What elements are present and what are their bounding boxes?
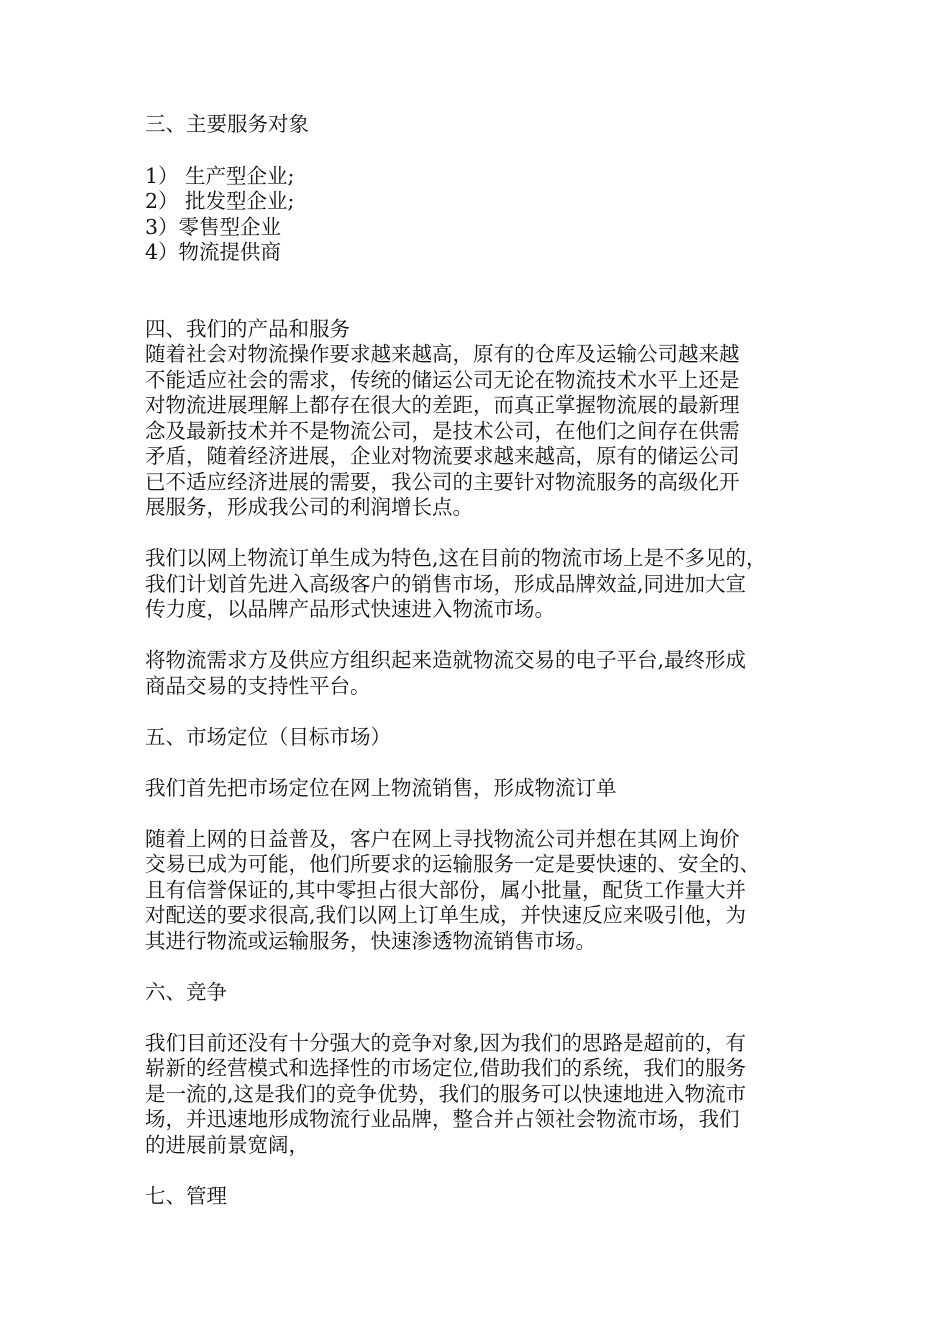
section5-paragraph-2 bbox=[145, 827, 815, 955]
paragraph-line: 传力度，以品牌产品形式快速进入物流市场。 bbox=[145, 597, 555, 621]
paragraph-line: 我们计划首先进入高级客户的销售市场，形成品牌效益,同进加大宣 bbox=[145, 571, 747, 596]
section7-heading: 七、管理 bbox=[145, 1183, 227, 1208]
paragraph-line: 对物流进展理解上都存在很大的差距，而真正掌握物流展的最新理 bbox=[145, 393, 740, 417]
paragraph-line: 的进展前景宽阔， bbox=[145, 1132, 309, 1157]
paragraph-line: 展服务，形成我公司的利润增长点。 bbox=[145, 495, 473, 519]
service-target-list bbox=[145, 164, 815, 266]
list-item: 1） 生产型企业; bbox=[145, 163, 295, 188]
paragraph-line: 随着上网的日益普及，客户在网上寻找物流公司并想在其网上询价 bbox=[145, 826, 740, 851]
paragraph-line: 商品交易的支持性平台。 bbox=[145, 673, 371, 698]
section4-paragraph-1 bbox=[145, 342, 815, 521]
list-item: 4）物流提供商 bbox=[145, 240, 282, 264]
paragraph-line: 是一流的,这是我们的竞争优势，我们的服务可以快速地进入物流市 bbox=[145, 1081, 747, 1106]
paragraph-line: 场，并迅速地形成物流行业品牌，整合并占领社会物流市场，我们 bbox=[145, 1107, 740, 1131]
paragraph-line: 我们以网上物流订单生成为特色,这在目前的物流市场上是不多见的， bbox=[145, 546, 767, 570]
document-page bbox=[145, 112, 815, 1209]
section4-heading: 四、我们的产品和服务 bbox=[145, 316, 350, 341]
section4-paragraph-3 bbox=[145, 648, 815, 699]
paragraph-line: 不能适应社会的需求，传统的储运公司无论在物流技术水平上还是 bbox=[145, 367, 740, 392]
paragraph-line: 我们目前还没有十分强大的竞争对象,因为我们的思路是超前的，有 bbox=[145, 1030, 747, 1055]
section5-heading: 五、市场定位（目标市场） bbox=[145, 724, 391, 749]
paragraph-line: 我们首先把市场定位在网上物流销售，形成物流订单 bbox=[145, 775, 617, 800]
section6-heading: 六、竞争 bbox=[145, 979, 227, 1004]
section3-heading: 三、主要服务对象 bbox=[145, 112, 309, 136]
paragraph-line: 矛盾，随着经济进展，企业对物流要求越来越高，原有的储运公司 bbox=[145, 444, 740, 468]
paragraph-line: 交易已成为可能，他们所要求的运输服务一定是要快速的、安全的、 bbox=[145, 852, 760, 876]
section6-paragraph-1 bbox=[145, 1031, 815, 1159]
section4-paragraph-2 bbox=[145, 546, 815, 623]
paragraph-line: 崭新的经营模式和选择性的市场定位,借助我们的系统，我们的服务 bbox=[145, 1056, 747, 1080]
list-item: 3）零售型企业 bbox=[145, 214, 282, 239]
paragraph-line: 念及最新技术并不是物流公司，是技术公司，在他们之间存在供需 bbox=[145, 418, 740, 443]
paragraph-line: 且有信誉保证的,其中零担占很大部份，属小批量，配货工作量大并 bbox=[145, 877, 747, 902]
paragraph-line: 其进行物流或运输服务，快速渗透物流销售市场。 bbox=[145, 928, 596, 953]
paragraph-line: 将物流需求方及供应方组织起来造就物流交易的电子平台,最终形成 bbox=[145, 648, 747, 672]
paragraph-line: 随着社会对物流操作要求越来越高，原有的仓库及运输公司越来越 bbox=[145, 342, 740, 366]
paragraph-line: 对配送的要求很高,我们以网上订单生成，并快速反应来吸引他，为 bbox=[145, 903, 747, 927]
section5-paragraph-1 bbox=[145, 776, 815, 802]
paragraph-line: 已不适应经济进展的需要，我公司的主要针对物流服务的高级化开 bbox=[145, 469, 740, 494]
list-item: 2） 批发型企业; bbox=[145, 189, 295, 213]
